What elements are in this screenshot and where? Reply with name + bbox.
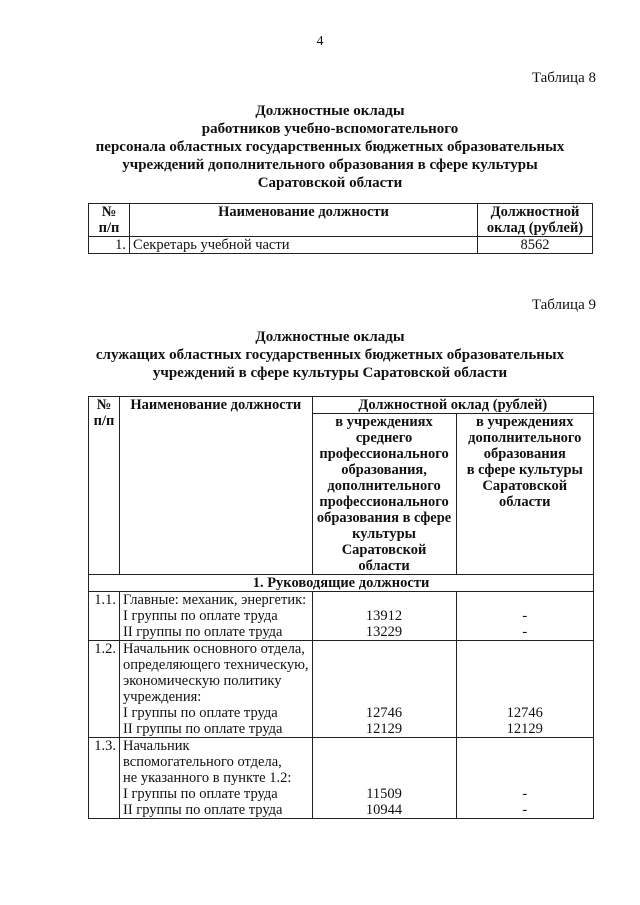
table9-title-line: Должностные оклады xyxy=(255,329,405,345)
table8-cell-salary: 8562 xyxy=(478,237,593,254)
table8-header-salary: Должностной оклад (рублей) xyxy=(478,204,593,237)
page-number: 4 xyxy=(316,34,324,49)
row-name: Начальник вспомогательного отдела, не указанного в пункте 1.2: I группы по оплате труда II группы по оплате труда xyxy=(120,738,313,819)
row-num: 1.1. xyxy=(89,592,120,641)
table-row xyxy=(89,237,593,254)
row-value-b: - - xyxy=(456,738,593,819)
row-name: Начальник основного отдела, определяющего техническую, экономическую политику учреждения: I группы по оплате труда II группы по оплате труда xyxy=(120,641,313,738)
row-value-b: 12746 12129 xyxy=(456,641,593,738)
table9-header-num: № п/п xyxy=(89,397,120,575)
table8-header-num: № п/п xyxy=(89,204,130,237)
table9-header-col-b: в учреждениях дополнительного образования в сфере культуры Саратовской области xyxy=(456,414,593,575)
table9-header-col-a: в учреждениях среднего профессионального образования, дополнительного профессионального образования в сфере культуры Саратовской области xyxy=(312,414,456,575)
table-row xyxy=(89,641,594,738)
row-value-a: 13912 13229 xyxy=(312,592,456,641)
table8 xyxy=(88,203,593,254)
table8-header-name: Наименование должности xyxy=(130,204,478,237)
row-value-a: 11509 10944 xyxy=(312,738,456,819)
table8-title xyxy=(60,102,600,192)
table9-title-line: служащих областных государственных бюджетных образовательных xyxy=(95,347,565,363)
table9-title-line: учреждений в сфере культуры Саратовской области xyxy=(152,365,508,381)
table-row xyxy=(89,738,594,819)
row-value-b: - - xyxy=(456,592,593,641)
table8-cell-num: 1. xyxy=(89,237,130,254)
row-num: 1.3. xyxy=(89,738,120,819)
table8-label: Таблица 8 xyxy=(531,70,596,86)
table9-label: Таблица 9 xyxy=(531,297,596,313)
table9-header-salary: Должностной оклад (рублей) xyxy=(312,397,593,414)
table9 xyxy=(88,396,594,819)
table8-title-line: персонала областных государственных бюджетных образовательных xyxy=(95,139,565,155)
row-num: 1.2. xyxy=(89,641,120,738)
table8-title-line: Должностные оклады xyxy=(255,103,405,119)
row-name: Главные: механик, энергетик: I группы по оплате труда II группы по оплате труда xyxy=(120,592,313,641)
table8-title-line: Саратовской области xyxy=(257,175,403,191)
table9-title xyxy=(60,328,600,382)
table-row xyxy=(89,592,594,641)
table9-header-name: Наименование должности xyxy=(120,397,313,575)
section-heading: 1. Руководящие должности xyxy=(89,575,594,592)
table8-title-line: работников учебно-вспомогательного xyxy=(201,121,459,137)
table8-cell-name: Секретарь учебной части xyxy=(130,237,478,254)
row-value-a: 12746 12129 xyxy=(312,641,456,738)
table8-title-line: учреждений дополнительного образования в сфере культуры xyxy=(122,157,538,173)
